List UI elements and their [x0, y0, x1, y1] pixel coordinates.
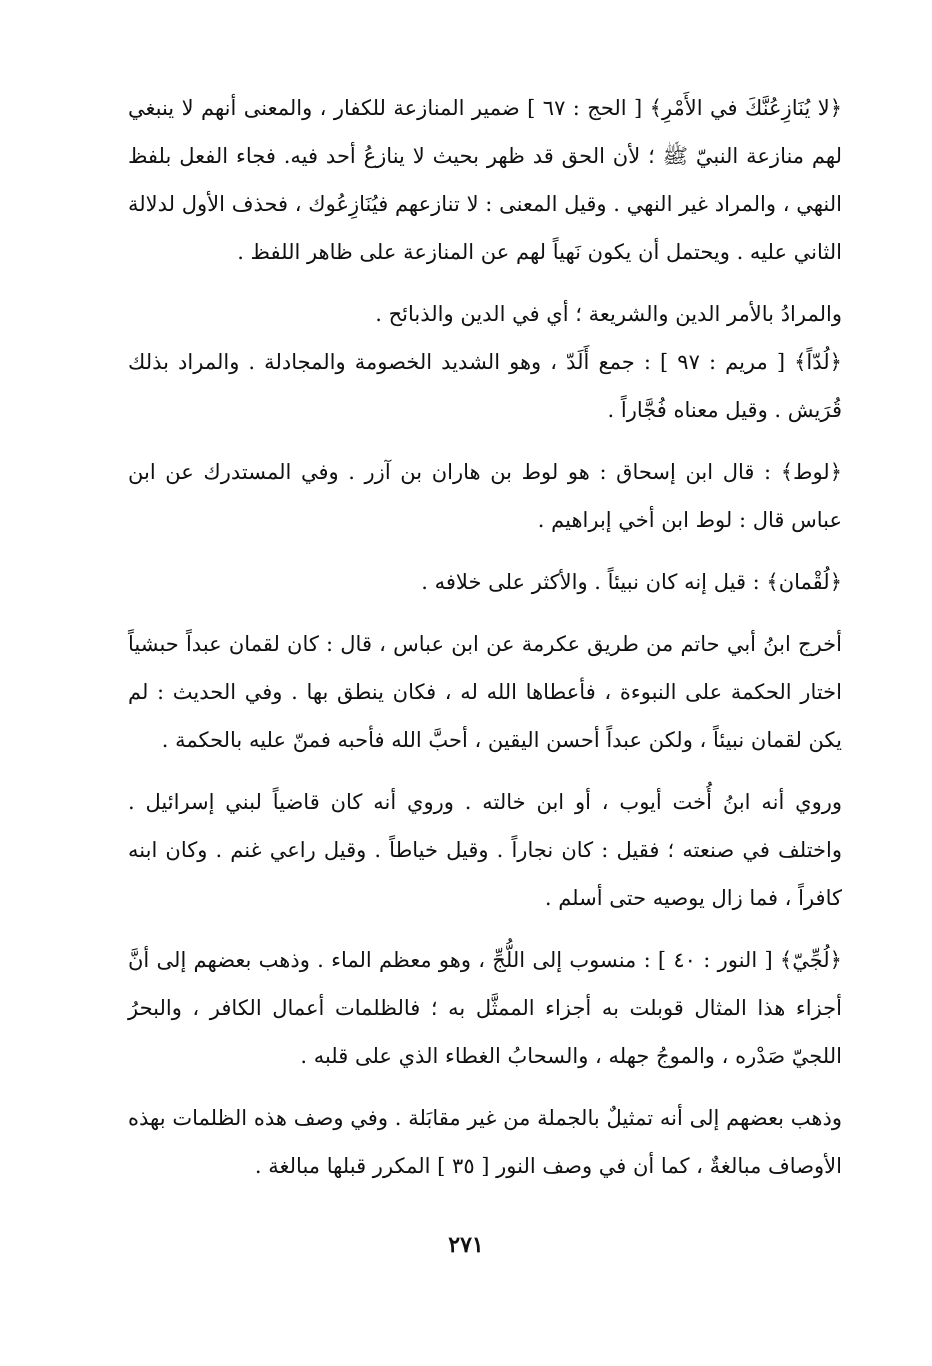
paragraph-luddan: ﴿لُدّاً﴾ [ مريم : ٩٧ ] : جمع أَلَدّ ، وهو الشديد الخصومة والمجادلة . والمراد بذلك قُرَيش . وقيل معناه فُجَّاراً .	[128, 350, 842, 422]
page-number: ٢٧١	[448, 1232, 484, 1258]
paragraph-al-amr-meaning: والمرادُ بالأمر الدين والشريعة ؛ أي في الدين والذبائح .	[375, 302, 842, 326]
paragraph-lujjiy: ﴿لُجِّيّ﴾ [ النور : ٤٠ ] : منسوب إلى اللُّجِّ ، وهو معظم الماء . وذهب بعضهم إلى أنَّ أجزاء هذا المثال قوبلت به أجزاء الممثَّل به ؛ فالظلمات أعمال الكافر ، والبحرُ اللجيّ صَدْره ، والموجُ جهله ، والسحابُ الغطاء الذي على قلبه .	[128, 948, 842, 1068]
paragraph-luqman: ﴿لُقْمان﴾ : قيل إنه كان نبيئاً . والأكثر على خلافه .	[421, 570, 842, 594]
paragraph-luqman-hadith: أخرج ابنُ أبي حاتم من طريق عكرمة عن ابن عباس ، قال : كان لقمان عبداً حبشياً اختار الحكمة على النبوءة ، فأعطاها الله له ، فكان ينطق بها . وفي الحديث : لم يكن لقمان نبيئاً ، ولكن عبداً أحسن اليقين ، أحبَّ الله فأحبه فمنّ عليه بالحكمة .	[128, 632, 842, 752]
paragraph-lut: ﴿لوط﴾ : قال ابن إسحاق : هو لوط بن هاران بن آزر . وفي المستدرك عن ابن عباس قال : لوط ابن أخي إبراهيم .	[128, 460, 842, 532]
paragraph-la-yunazi-unnaka: ﴿لا يُنَازِعُنَّكَ في الأَمْرِ﴾ [ الحج : ٦٧ ] ضمير المنازعة للكفار ، والمعنى أنهم لا ينبغي لهم منازعة النبيّ ﷺ ؛ لأن الحق قد ظهر بحيث لا ينازعُ أحد فيه. فجاء الفعل بلفظ النهي ، والمراد غير النهي . وقيل المعنى : لا تنازعهم فيُنَازِعُوك ، فحذف الأول لدلالة الثاني عليه . ويحتمل أن يكون نَهياً لهم عن المنازعة على ظاهر اللفظ .	[128, 96, 843, 264]
page-body-text	[128, 84, 842, 1190]
paragraph-tamthil: وذهب بعضهم إلى أنه تمثيلٌ بالجملة من غير مقابَلة . وفي وصف هذه الظلمات بهذه الأوصاف مبالغةٌ ، كما أن في وصف النور [ ٣٥ ] المكرر قبلها مبالغة .	[128, 1106, 842, 1178]
paragraph-luqman-lineage: وروي أنه ابنُ أُخت أيوب ، أو ابن خالته . وروي أنه كان قاضياً لبني إسرائيل . واختلف في صنعته ؛ فقيل : كان نجاراً . وقيل خياطاً . وقيل راعي غنم . وكان ابنه كافراً ، فما زال يوصيه حتى أسلم .	[128, 790, 842, 910]
